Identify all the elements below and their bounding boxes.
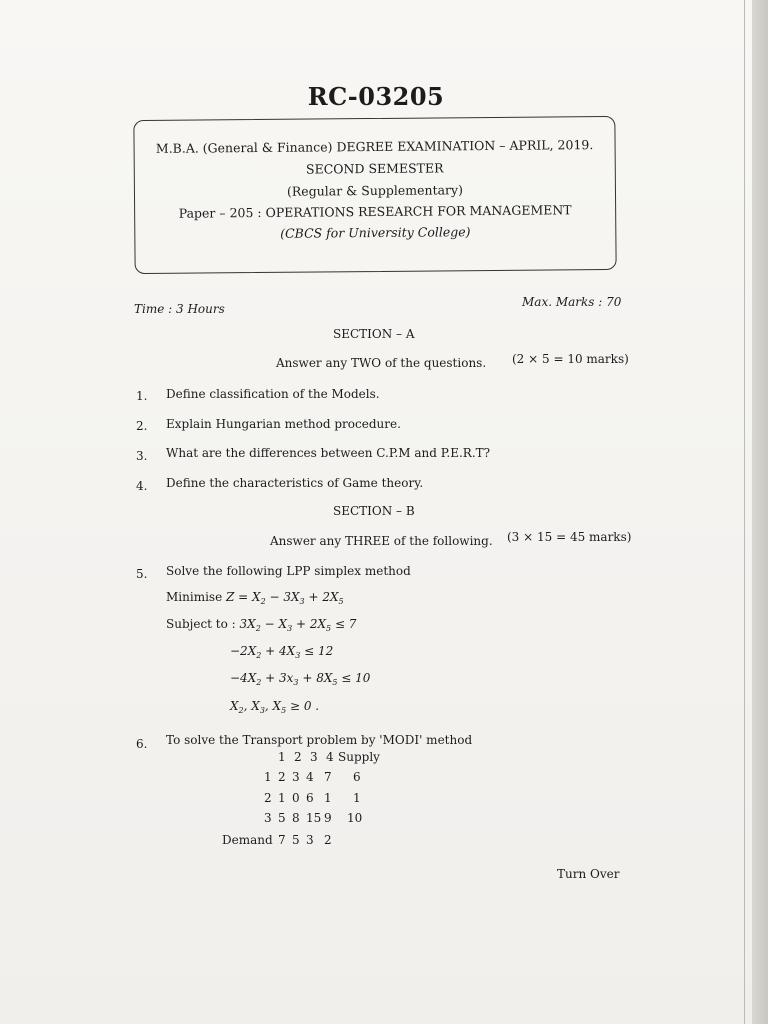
question-text: To solve the Transport problem by 'MODI' method [166, 733, 473, 747]
table-row [222, 770, 382, 786]
table-header-cell: 1 [278, 750, 286, 764]
constraint-2: $-2X_2 + 4X_3 \le 12$ [230, 644, 334, 660]
table-header-cell: 2 [294, 750, 302, 764]
minimise-label: Minimise [166, 590, 223, 604]
max-marks-label: Max. Marks : 70 [522, 295, 622, 309]
constraint-3: $-4X_2 + 3x_3 + 8X_5 \le 10$ [230, 671, 371, 687]
table-cell: 1 [324, 791, 332, 805]
table-cell: 7 [324, 770, 332, 784]
table-row [222, 791, 382, 807]
question-text: Explain Hungarian method procedure. [166, 417, 401, 431]
question-number: 5. [136, 567, 148, 581]
table-cell: 4 [306, 770, 314, 784]
page-edge-shadow [752, 0, 768, 1024]
question-text: Define classification of the Models. [166, 387, 380, 401]
supply-cell: 1 [353, 791, 361, 805]
question-number: 2. [136, 419, 148, 433]
question-text: Define the characteristics of Game theory. [166, 476, 424, 490]
question-number: 4. [136, 479, 148, 493]
question-text: Solve the following LPP simplex method [166, 564, 411, 578]
time-label: Time : 3 Hours [134, 302, 225, 316]
turn-over-label: Turn Over [557, 867, 620, 881]
table-cell: 6 [306, 791, 314, 805]
question-number: 1. [136, 389, 148, 403]
objective-function [166, 590, 344, 606]
subject-to-label: Subject to : [166, 617, 236, 631]
table-cell: 8 [292, 811, 300, 825]
table-cell: 15 [306, 811, 322, 825]
section-b-marks: (3 × 15 = 45 marks) [507, 530, 632, 544]
section-b-instruction: Answer any THREE of the following. [270, 534, 493, 548]
question-number: 6. [136, 737, 148, 751]
table-cell: 0 [292, 791, 300, 805]
row-label: 2 [264, 791, 272, 805]
question-number: 3. [136, 449, 148, 463]
exam-header-box [133, 116, 616, 274]
table-header-cell: 4 [326, 750, 334, 764]
supply-cell: 10 [347, 811, 363, 825]
section-a-marks: (2 × 5 = 10 marks) [512, 352, 629, 366]
question-text: What are the differences between C.P.M and P.E.R.T? [166, 446, 491, 460]
demand-cell: 3 [306, 833, 314, 847]
paper-title-line: Paper – 205 : OPERATIONS RESEARCH FOR MANAGEMENT [178, 202, 572, 221]
table-cell: 1 [278, 791, 286, 805]
table-header-cell: Supply [338, 750, 380, 764]
table-row [222, 811, 382, 827]
cbcs-line: (CBCS for University College) [280, 224, 471, 241]
row-label: 3 [264, 811, 272, 825]
demand-cell: 7 [278, 833, 286, 847]
paper-edge-line [744, 0, 745, 1024]
demand-cell: 5 [292, 833, 300, 847]
table-cell: 3 [292, 770, 300, 784]
objective-expression: $Z = X_2 - 3X_3 + 2X_5$ [226, 590, 344, 606]
table-cell: 5 [278, 811, 286, 825]
section-b-title: SECTION – B [333, 504, 415, 518]
exam-title-line: M.B.A. (General & Finance) DEGREE EXAMINATION – APRIL, 2019. [155, 137, 594, 156]
demand-label: Demand [222, 833, 273, 847]
constraint-1 [166, 617, 356, 633]
demand-cell: 2 [324, 833, 332, 847]
table-header-cell: 3 [310, 750, 318, 764]
section-a-title: SECTION – A [333, 327, 415, 341]
section-a-instruction: Answer any TWO of the questions. [276, 356, 487, 370]
supply-cell: 6 [353, 770, 361, 784]
regular-supplementary-line: (Regular & Supplementary) [286, 182, 463, 199]
table-cell: 2 [278, 770, 286, 784]
row-label: 1 [264, 770, 272, 784]
semester-line: SECOND SEMESTER [305, 160, 444, 177]
demand-row [222, 833, 382, 849]
table-cell: 9 [324, 811, 332, 825]
table-header-row [222, 750, 382, 766]
constraint-expression: $3X_2 - X_3 + 2X_5 \le 7$ [239, 617, 357, 633]
paper-code: RC-03205 [307, 82, 445, 111]
non-negativity-constraint: $X_2$, $X_3$, $X_5 \ge 0$ . [230, 699, 320, 715]
